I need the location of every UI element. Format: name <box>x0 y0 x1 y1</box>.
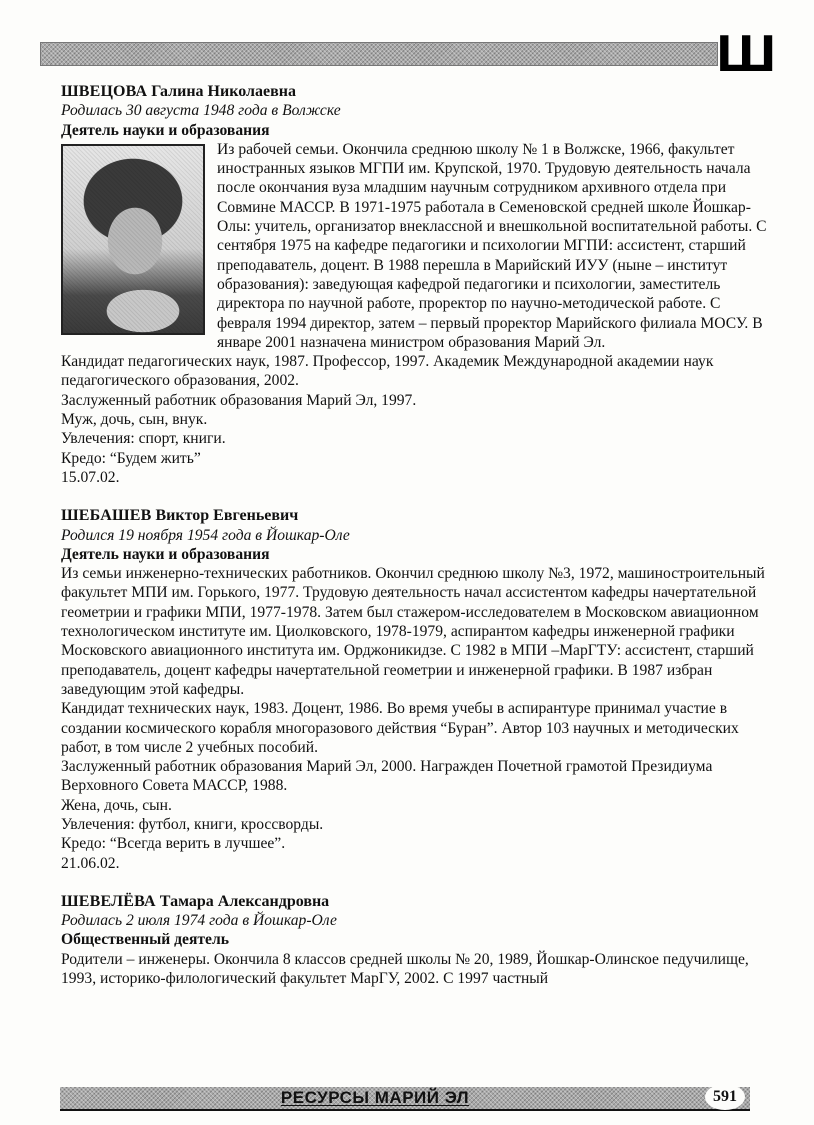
person-role: Общественный деятель <box>61 931 229 949</box>
portrait-photo <box>61 144 205 335</box>
section-letter: Ш <box>716 25 777 83</box>
person-name <box>61 506 771 525</box>
credo-paragraph: Кредо: “Будем жить” <box>61 449 201 467</box>
birth-info: Родилась 2 июля 1974 года в Йошкар-Оле <box>61 912 337 930</box>
birth-info: Родилась 30 августа 1948 года в Волжске <box>61 102 341 120</box>
person-role: Деятель науки и образования <box>61 545 270 563</box>
biography-entry <box>61 892 771 988</box>
footer-title: РЕСУРСЫ МАРИЙ ЭЛ <box>280 1088 470 1107</box>
person-given-names: Галина Николаевна <box>151 83 296 100</box>
person-name <box>61 892 771 911</box>
entry-date: 15.07.02. <box>61 468 120 486</box>
degrees-paragraph: Кандидат педагогических наук, 1987. Профессор, 1997. Академик Международной академии наук педагогического образования, 2002. <box>61 353 714 390</box>
page-number: 591 <box>705 1084 745 1110</box>
awards-paragraph: Заслуженный работник образования Марий Эл, 1997. <box>61 391 417 409</box>
family-paragraph: Муж, дочь, сын, внук. <box>61 411 208 429</box>
awards-paragraph: Заслуженный работник образования Марий Эл, 2000. Награжден Почетной грамотой Президиума Верховного Совета МАССР, 1988. <box>61 758 713 795</box>
footer-decorative-bar <box>60 1087 750 1111</box>
person-surname: ШЕВЕЛЁВА <box>61 892 156 910</box>
header-decorative-bar <box>40 42 718 66</box>
entry-date: 21.06.02. <box>61 854 120 872</box>
person-name <box>61 82 771 101</box>
birth-info: Родился 19 ноября 1954 года в Йошкар-Оле <box>61 526 350 544</box>
family-paragraph: Жена, дочь, сын. <box>61 796 172 814</box>
biography-entry <box>61 82 771 487</box>
person-surname: ШВЕЦОВА <box>61 83 148 100</box>
person-role: Деятель науки и образования <box>61 121 270 139</box>
biography-paragraph: Из семьи инженерно-технических работников. Окончил среднюю школу №3, 1972, машиностроительный факультет МПИ им. Горького, 1977. Трудовую деятельность начал ассистентом кафедры начертательной геометрии и графики МПИ, 1977-1978. Затем был стажером-исследователем в Московском авиационном технологическом институте им. Циолковского, 1978-1979, аспирантом кафедры инженерной графики Московского авиационного института им. Орджоникидзе. С 1982 в МПИ –МарГТУ: ассистент, старший преподаватель, доцент кафедры начертательной геометрии и инженерной графики. В 1987 избран заведующим этой кафедры. <box>61 565 765 698</box>
biography-paragraph: Родители – инженеры. Окончила 8 классов средней школы № 20, 1989, Йошкар-Олинское педучилище, 1993, историко-филологический факультет МарГУ, 2002. С 1997 частный <box>61 950 749 988</box>
person-surname: ШЕБАШЕВ <box>61 507 152 525</box>
biography-paragraph: Из рабочей семьи. Окончила среднюю школу № 1 в Волжске, 1966, факультет иностранных языков МГПИ им. Крупской, 1970. Трудовую деятельность начала после окончания вуза младшим научным сотрудником архивного отдела при Совмине МАССР. В 1971-1975 работала в Семеновской средней школе Йошкар-Олы: учитель, организатор внеклассной и внешкольной воспитательной работы. С сентября 1975 на кафедре педагогики и психологии МГПИ: ассистент, старший преподаватель, доцент. В 1988 перешла в Марийский ИУУ (ныне – институт образования): заведующая кафедрой педагогики и психологии, заместитель директора по научной работе, проректор по научно-методической работе. С февраля 1994 директор, затем – первый проректор Марийского филиала МОСУ. В январе 2001 назначена министром образования Марий Эл. <box>217 140 767 351</box>
person-given-names: Виктор Евгеньевич <box>155 507 299 525</box>
credo-paragraph: Кредо: “Всегда верить в лучшее”. <box>61 835 286 853</box>
hobbies-paragraph: Увлечения: спорт, книги. <box>61 430 226 448</box>
biography-entry <box>61 506 771 873</box>
person-given-names: Тамара Александровна <box>159 892 330 910</box>
hobbies-paragraph: Увлечения: футбол, книги, кроссворды. <box>61 815 324 833</box>
page-content <box>61 82 771 1007</box>
degrees-paragraph: Кандидат технических наук, 1983. Доцент, 1986. Во время учебы в аспирантуре принимал участие в создании космического корабля многоразового действия “Буран”. Автор 103 научных и методических работ, в том числе 2 учебных пособий. <box>61 700 739 756</box>
